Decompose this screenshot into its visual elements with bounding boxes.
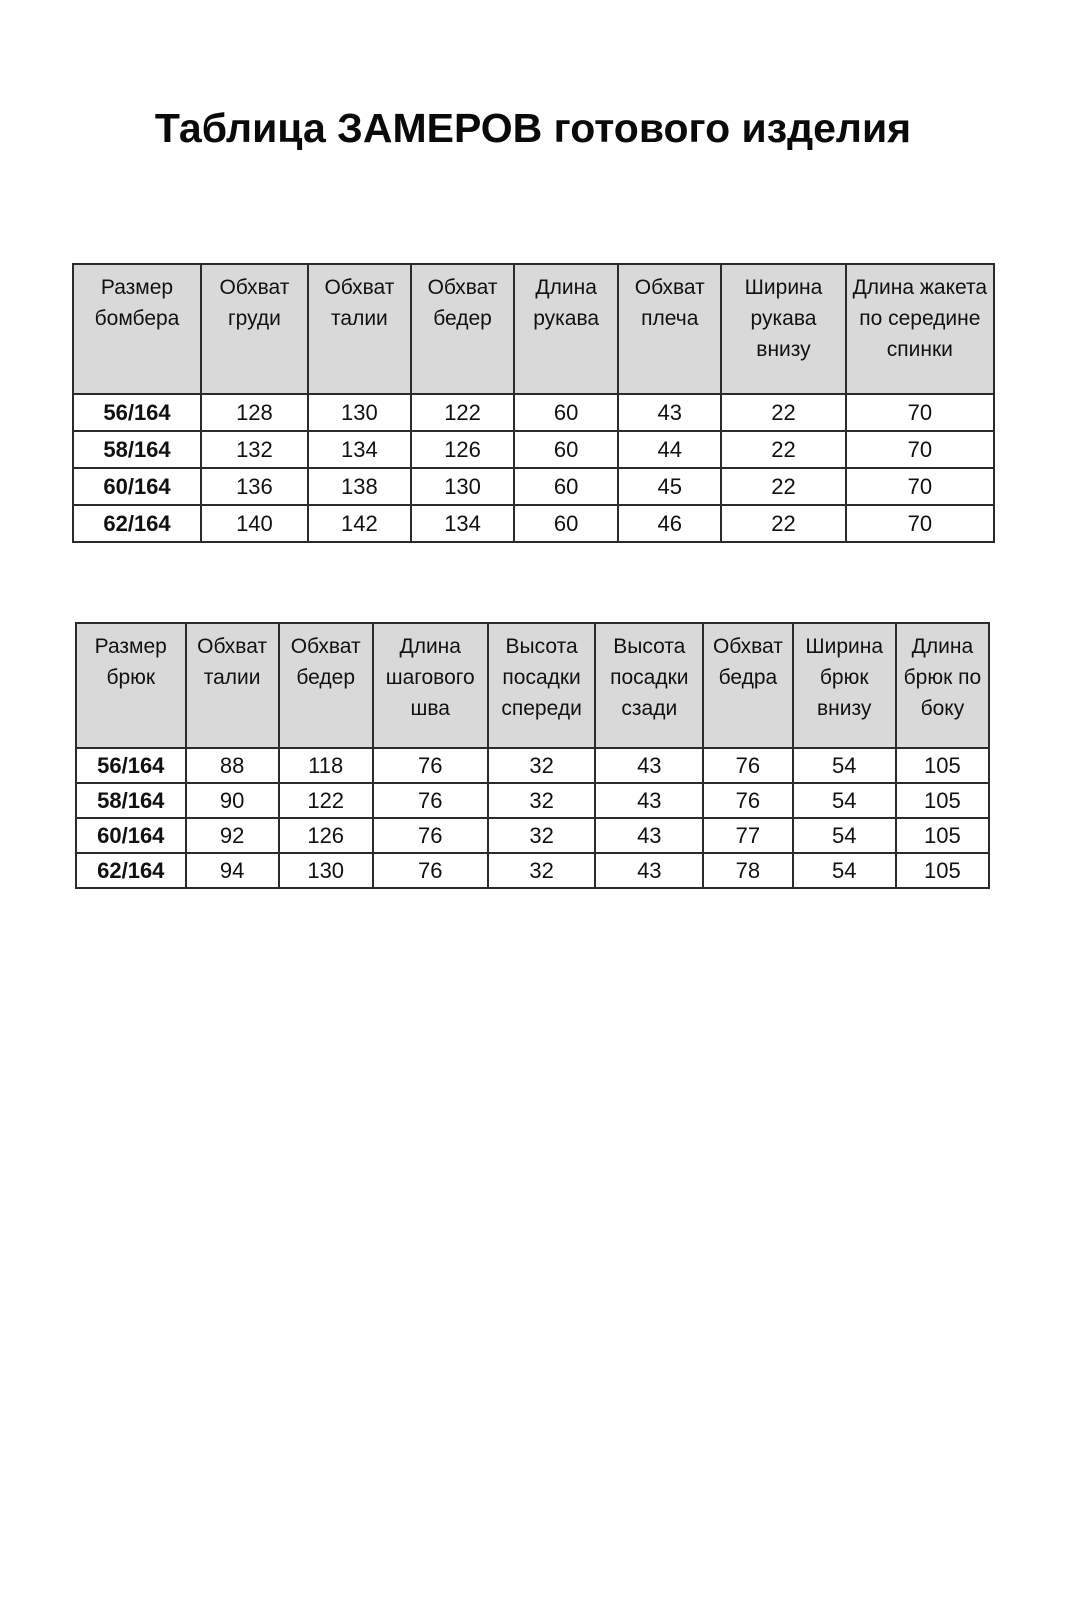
value-cell: 138 xyxy=(308,468,411,505)
value-cell: 45 xyxy=(618,468,721,505)
table-row xyxy=(73,505,994,542)
value-cell: 43 xyxy=(595,818,703,853)
value-cell: 70 xyxy=(846,431,994,468)
value-cell: 77 xyxy=(703,818,792,853)
table-row xyxy=(76,853,989,888)
value-cell: 128 xyxy=(201,394,308,431)
value-cell: 70 xyxy=(846,468,994,505)
table-row xyxy=(73,431,994,468)
table-row xyxy=(76,748,989,783)
table-row xyxy=(76,818,989,853)
value-cell: 105 xyxy=(896,853,989,888)
value-cell: 32 xyxy=(488,748,596,783)
size-cell: 60/164 xyxy=(73,468,201,505)
value-cell: 43 xyxy=(595,783,703,818)
value-cell: 32 xyxy=(488,818,596,853)
value-cell: 118 xyxy=(279,748,373,783)
value-cell: 105 xyxy=(896,748,989,783)
column-header: Обхват бедер xyxy=(279,623,373,748)
table-row xyxy=(76,783,989,818)
value-cell: 142 xyxy=(308,505,411,542)
value-cell: 54 xyxy=(793,783,896,818)
column-header: Ширина рукава внизу xyxy=(721,264,845,394)
value-cell: 90 xyxy=(186,783,279,818)
size-cell: 60/164 xyxy=(76,818,186,853)
value-cell: 76 xyxy=(373,818,488,853)
column-header: Обхват бедер xyxy=(411,264,514,394)
value-cell: 105 xyxy=(896,783,989,818)
value-cell: 43 xyxy=(595,748,703,783)
header-row xyxy=(73,264,994,394)
value-cell: 54 xyxy=(793,853,896,888)
value-cell: 22 xyxy=(721,394,845,431)
value-cell: 126 xyxy=(279,818,373,853)
column-header: Длина рукава xyxy=(514,264,618,394)
value-cell: 92 xyxy=(186,818,279,853)
column-header: Обхват бедра xyxy=(703,623,792,748)
value-cell: 140 xyxy=(201,505,308,542)
value-cell: 122 xyxy=(411,394,514,431)
size-cell: 62/164 xyxy=(76,853,186,888)
value-cell: 130 xyxy=(411,468,514,505)
value-cell: 70 xyxy=(846,505,994,542)
value-cell: 132 xyxy=(201,431,308,468)
size-cell: 62/164 xyxy=(73,505,201,542)
page-title: Таблица ЗАМЕРОВ готового изделия xyxy=(154,105,912,151)
size-cell: 56/164 xyxy=(76,748,186,783)
value-cell: 32 xyxy=(488,853,596,888)
bomber-measurements-table xyxy=(72,263,995,543)
value-cell: 44 xyxy=(618,431,721,468)
value-cell: 88 xyxy=(186,748,279,783)
value-cell: 105 xyxy=(896,818,989,853)
column-header: Обхват плеча xyxy=(618,264,721,394)
column-header: Высота посадки спереди xyxy=(488,623,596,748)
value-cell: 43 xyxy=(595,853,703,888)
value-cell: 70 xyxy=(846,394,994,431)
value-cell: 76 xyxy=(703,748,792,783)
header-row xyxy=(76,623,989,748)
value-cell: 76 xyxy=(373,783,488,818)
column-header: Обхват груди xyxy=(201,264,308,394)
column-header: Размер брюк xyxy=(76,623,186,748)
value-cell: 43 xyxy=(618,394,721,431)
value-cell: 32 xyxy=(488,783,596,818)
value-cell: 60 xyxy=(514,505,618,542)
column-header: Обхват талии xyxy=(186,623,279,748)
value-cell: 54 xyxy=(793,748,896,783)
value-cell: 78 xyxy=(703,853,792,888)
value-cell: 134 xyxy=(411,505,514,542)
value-cell: 122 xyxy=(279,783,373,818)
value-cell: 76 xyxy=(703,783,792,818)
value-cell: 94 xyxy=(186,853,279,888)
value-cell: 126 xyxy=(411,431,514,468)
value-cell: 46 xyxy=(618,505,721,542)
size-cell: 58/164 xyxy=(73,431,201,468)
column-header: Обхват талии xyxy=(308,264,411,394)
value-cell: 76 xyxy=(373,853,488,888)
value-cell: 22 xyxy=(721,505,845,542)
trousers-measurements-table xyxy=(75,622,990,889)
column-header: Размер бомбера xyxy=(73,264,201,394)
value-cell: 54 xyxy=(793,818,896,853)
value-cell: 22 xyxy=(721,431,845,468)
table-row xyxy=(73,468,994,505)
column-header: Длина шагового шва xyxy=(373,623,488,748)
column-header: Длина брюк по боку xyxy=(896,623,989,748)
size-cell: 56/164 xyxy=(73,394,201,431)
value-cell: 130 xyxy=(308,394,411,431)
column-header: Высота посадки сзади xyxy=(595,623,703,748)
value-cell: 136 xyxy=(201,468,308,505)
value-cell: 60 xyxy=(514,394,618,431)
table-row xyxy=(73,394,994,431)
column-header: Длина жакета по середине спинки xyxy=(846,264,994,394)
value-cell: 130 xyxy=(279,853,373,888)
value-cell: 60 xyxy=(514,431,618,468)
size-cell: 58/164 xyxy=(76,783,186,818)
value-cell: 76 xyxy=(373,748,488,783)
value-cell: 60 xyxy=(514,468,618,505)
column-header: Ширина брюк внизу xyxy=(793,623,896,748)
value-cell: 22 xyxy=(721,468,845,505)
value-cell: 134 xyxy=(308,431,411,468)
